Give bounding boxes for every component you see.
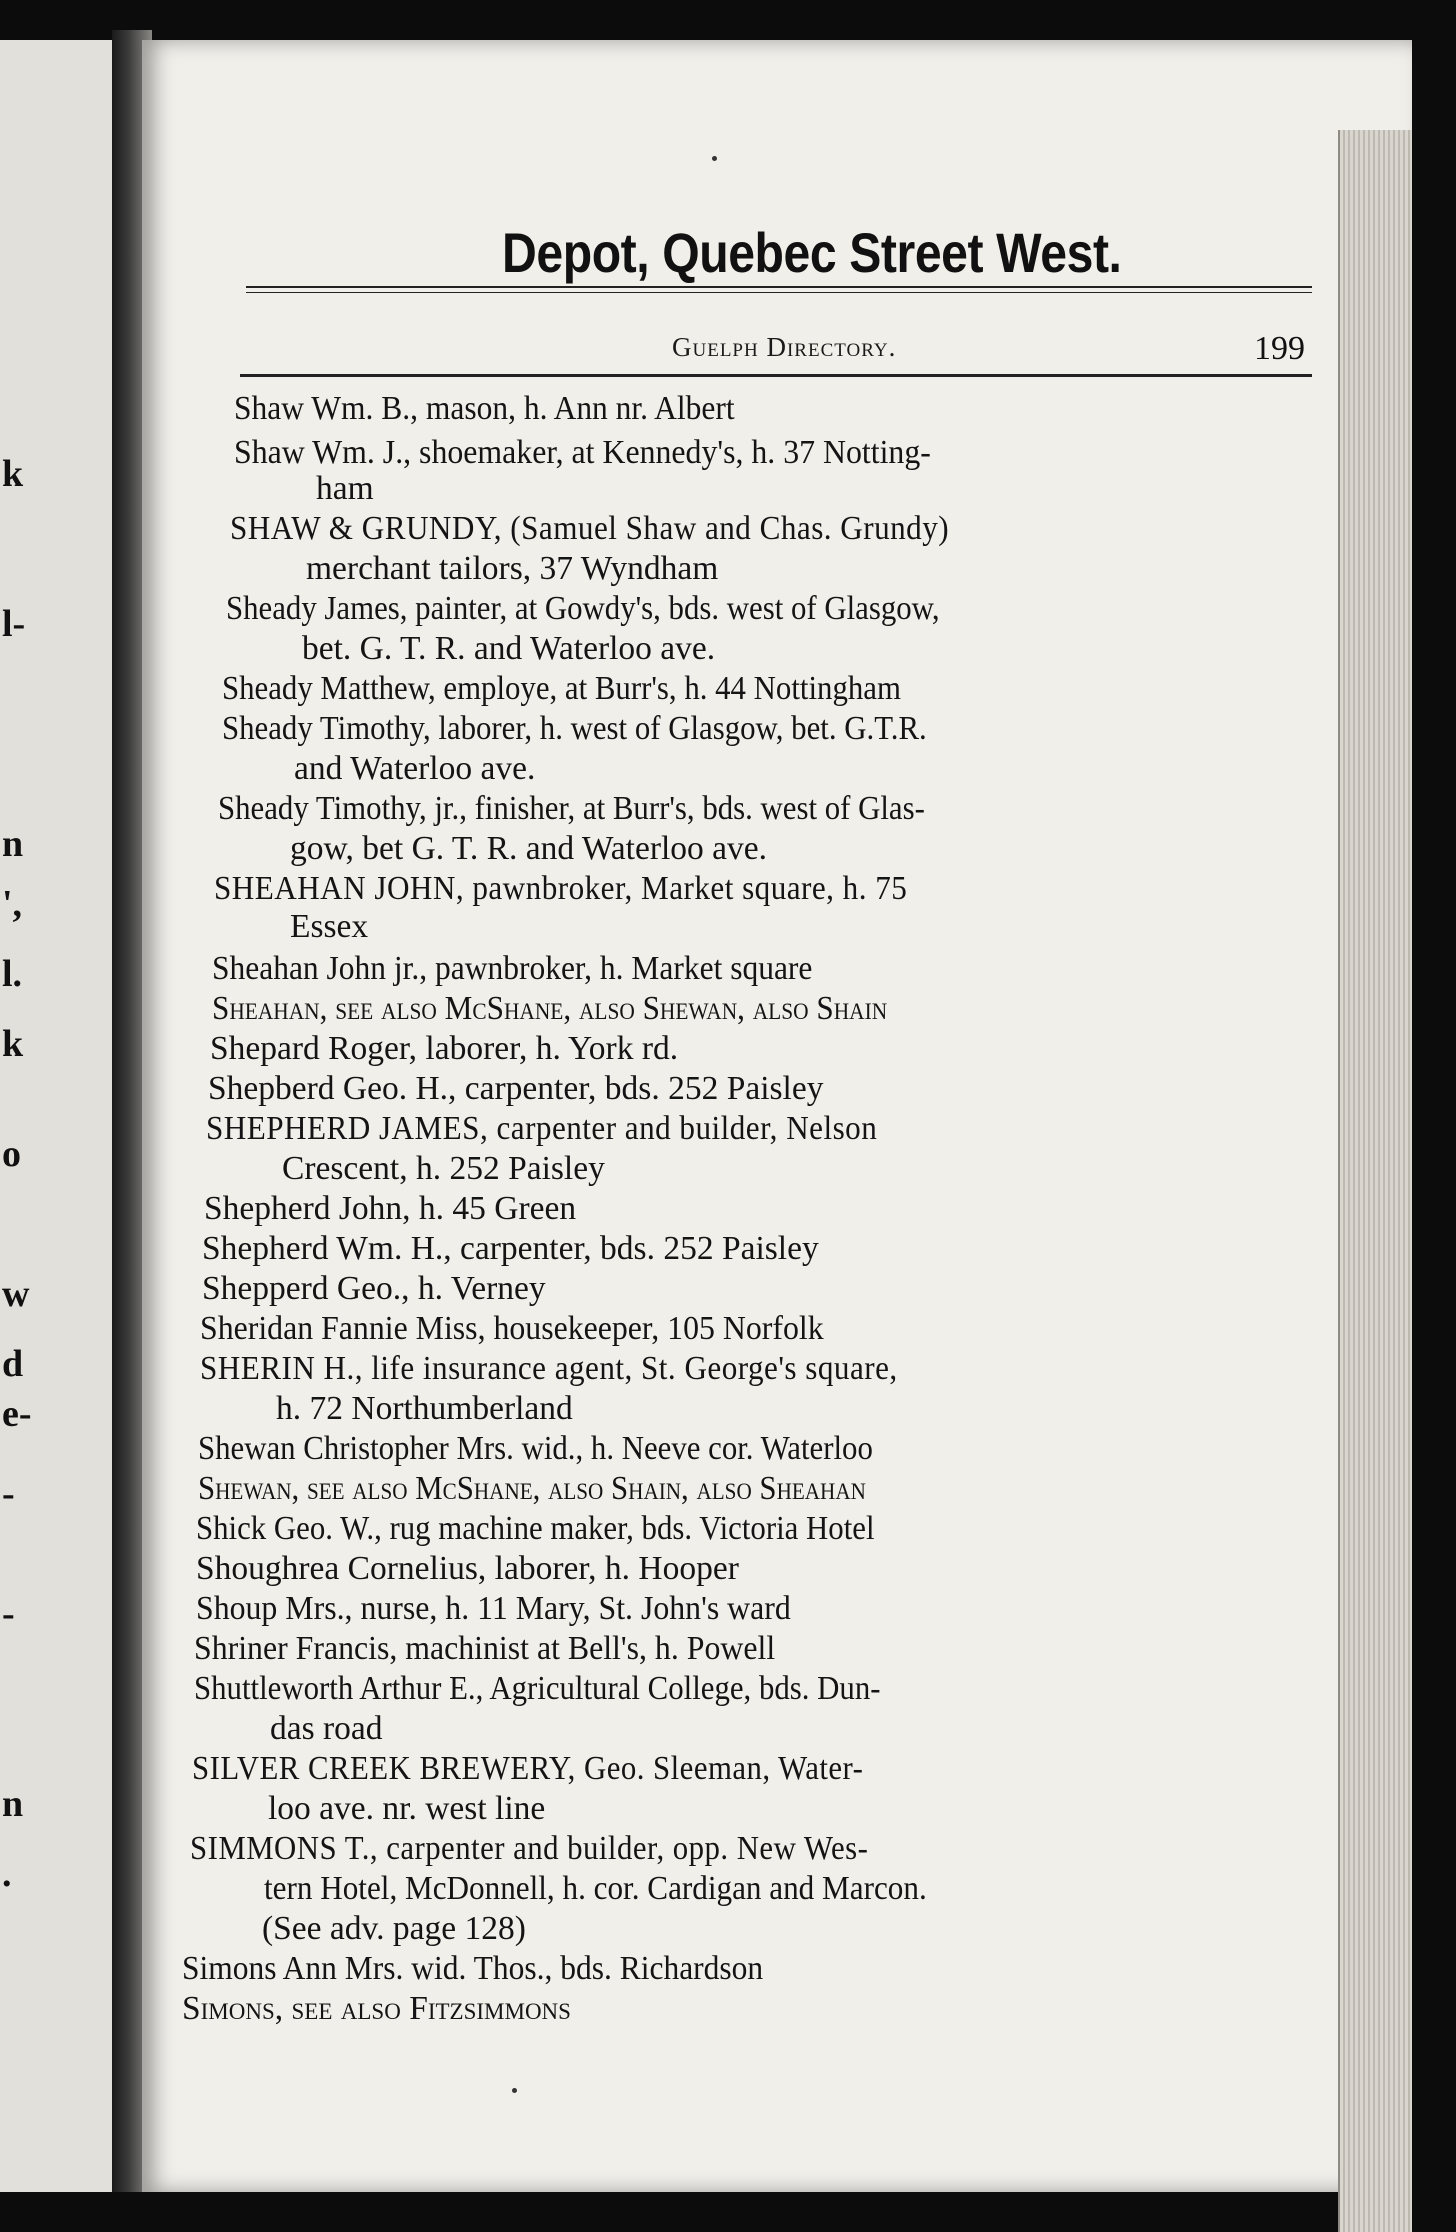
entry-line: SIMMONS T., carpenter and builder, opp. New Wes- <box>190 1830 869 1867</box>
left-fragment: e- <box>2 1393 32 1435</box>
left-fragment: . <box>2 1853 12 1895</box>
entry-line: Shewan, see also McShane, also Shain, also Sheahan <box>198 1470 866 1507</box>
left-fragment: k <box>2 1023 24 1065</box>
entry-line: Shoup Mrs., nurse, h. 11 Mary, St. John's ward <box>196 1590 791 1627</box>
page-number: 199 <box>1254 330 1305 367</box>
entry-line: Shaw Wm. B., mason, h. Ann nr. Albert <box>234 390 735 427</box>
entry-line: SHEAHAN JOHN, pawnbroker, Market square, h. 75 <box>214 870 908 907</box>
entry-line: Shepherd John, h. 45 Green <box>204 1190 577 1227</box>
entry-line: SILVER CREEK BREWERY, Geo. Sleeman, Water- <box>192 1750 864 1787</box>
entry-line: Crescent, h. 252 Paisley <box>282 1150 605 1187</box>
entry-line: merchant tailors, 37 Wyndham <box>306 550 719 587</box>
entry-line: Simons Ann Mrs. wid. Thos., bds. Richardson <box>182 1950 764 1987</box>
entry-line: SHAW & GRUNDY, (Samuel Shaw and Chas. Grundy) <box>230 510 950 547</box>
entry-line: h. 72 Northumberland <box>276 1390 573 1427</box>
entry-line: das road <box>270 1710 383 1747</box>
entry-line: Shepherd Wm. H., carpenter, bds. 252 Paisley <box>202 1230 819 1267</box>
entry-line: (See adv. page 128) <box>262 1910 526 1947</box>
entry-line: Shepperd Geo., h. Verney <box>202 1270 546 1307</box>
entry-line: gow, bet G. T. R. and Waterloo ave. <box>290 830 768 867</box>
left-fragment: w <box>2 1273 30 1315</box>
entry-line: Shepberd Geo. H., carpenter, bds. 252 Paisley <box>208 1070 824 1107</box>
directory-entries <box>142 40 1412 2192</box>
entry-line: Sheahan, see also McShane, also Shewan, also Shain <box>212 990 888 1027</box>
entry-line: Shaw Wm. J., shoemaker, at Kennedy's, h. 37 Notting- <box>234 434 931 471</box>
entry-line: and Waterloo ave. <box>294 750 536 787</box>
left-fragment: ', <box>2 883 23 925</box>
left-fragment: - <box>2 1473 15 1515</box>
entry-line: Shuttleworth Arthur E., Agricultural College, bds. Dun- <box>194 1670 881 1707</box>
running-head: Guelph Directory. <box>672 332 897 362</box>
banner-advertisement: Depot, Quebec Street West. <box>502 221 1122 284</box>
entry-line: Simons, see also Fitzsimmons <box>182 1990 571 2027</box>
left-fragment: n <box>2 1783 24 1825</box>
entry-line: Sheridan Fannie Miss, housekeeper, 105 Norfolk <box>200 1310 824 1347</box>
left-fragment: - <box>2 1593 15 1635</box>
entry-line: Shoughrea Cornelius, laborer, h. Hooper <box>196 1550 739 1587</box>
left-fragment: o <box>2 1133 21 1175</box>
left-fragment: l. <box>2 953 23 995</box>
entry-line: SHERIN H., life insurance agent, St. George's square, <box>200 1350 898 1387</box>
entry-line: Sheady James, painter, at Gowdy's, bds. west of Glasgow, <box>226 590 940 627</box>
entry-line: SHEPHERD JAMES, carpenter and builder, Nelson <box>206 1110 878 1147</box>
left-fragment: k <box>2 453 24 495</box>
entry-line: Sheady Timothy, laborer, h. west of Glasgow, bet. G.T.R. <box>222 710 927 747</box>
facing-page-fragment <box>0 40 128 2192</box>
entry-line: Sheady Matthew, employe, at Burr's, h. 44 Nottingham <box>222 670 901 707</box>
entry-line: bet. G. T. R. and Waterloo ave. <box>302 630 716 667</box>
directory-page <box>142 40 1412 2192</box>
left-fragment: n <box>2 823 24 865</box>
left-fragment: d <box>2 1343 24 1385</box>
entry-line: loo ave. nr. west line <box>268 1790 546 1827</box>
left-fragment: l- <box>2 603 26 645</box>
entry-line: Essex <box>290 908 369 945</box>
entry-line: Shepard Roger, laborer, h. York rd. <box>210 1030 679 1067</box>
entry-line: Shriner Francis, machinist at Bell's, h. Powell <box>194 1630 776 1667</box>
entry-line: tern Hotel, McDonnell, h. cor. Cardigan and Marcon. <box>264 1870 927 1907</box>
entry-line: Sheahan John jr., pawnbroker, h. Market square <box>212 950 813 987</box>
entry-line: Shewan Christopher Mrs. wid., h. Neeve cor. Waterloo <box>198 1430 873 1467</box>
entry-line: ham <box>316 470 374 507</box>
entry-line: Sheady Timothy, jr., finisher, at Burr's, bds. west of Glas- <box>218 790 925 827</box>
entry-line: Shick Geo. W., rug machine maker, bds. Victoria Hotel <box>196 1510 875 1547</box>
